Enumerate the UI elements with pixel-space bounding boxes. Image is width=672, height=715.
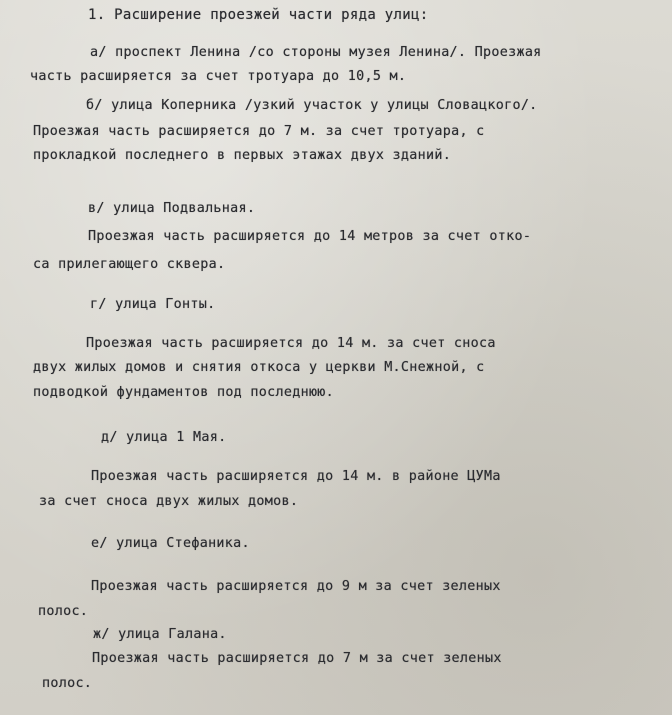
item-v-line-1: Проезжая часть расширяется до 14 метров за счет отко- xyxy=(88,229,532,244)
item-g-line-2: двух жилых домов и снятия откоса у церкви М.Снежной, с xyxy=(33,360,485,375)
item-d-title: д/ улица 1 Мая. xyxy=(101,430,227,445)
item-b-line-3: прокладкой последнего в первых этажах двух зданий. xyxy=(33,148,452,163)
item-d-line-2: за счет сноса двух жилых домов. xyxy=(39,494,299,509)
item-v-line-2: са прилегающего сквера. xyxy=(33,257,226,272)
item-zh-title: ж/ улица Галана. xyxy=(93,627,227,642)
item-g-title: г/ улица Гонты. xyxy=(90,297,216,312)
item-b-line-2: Проезжая часть расширяется до 7 м. за счет тротуара, с xyxy=(33,124,485,139)
item-g-line-1: Проезжая часть расширяется до 14 м. за счет сноса xyxy=(86,336,496,351)
item-g-line-3: подводкой фундаментов под последнюю. xyxy=(33,385,335,400)
item-b-line-1: б/ улица Коперника /узкий участок у улицы Словацкого/. xyxy=(86,98,538,113)
item-e-line-2: полос. xyxy=(38,604,89,619)
section-heading: 1. Расширение проезжей части ряда улиц: xyxy=(88,7,429,23)
item-a-line-2: часть расширяется за счет тротуара до 10,5 м. xyxy=(30,69,407,84)
item-a-line-1: а/ проспект Ленина /со стороны музея Ленина/. Проезжая xyxy=(90,45,542,60)
item-zh-line-1: Проезжая часть расширяется до 7 м за счет зеленых xyxy=(92,651,502,666)
item-e-line-1: Проезжая часть расширяется до 9 м за счет зеленых xyxy=(91,579,501,594)
item-v-title: в/ улица Подвальная. xyxy=(88,201,256,216)
item-zh-line-2: полос. xyxy=(42,676,93,691)
item-d-line-1: Проезжая часть расширяется до 14 м. в районе ЦУМа xyxy=(91,469,501,484)
item-e-title: е/ улица Стефаника. xyxy=(91,536,250,551)
